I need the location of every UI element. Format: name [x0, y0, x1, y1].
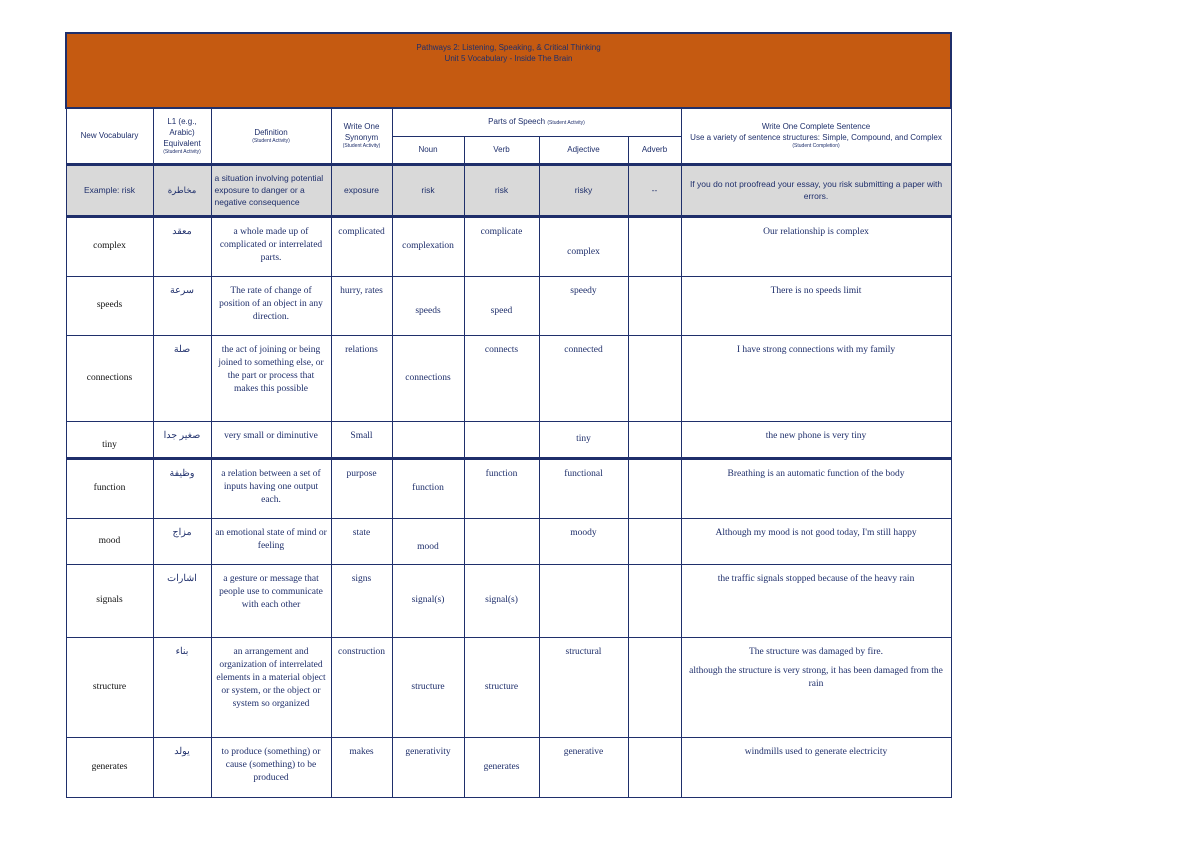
header-synonym [331, 108, 392, 164]
cell-verb: connects [464, 335, 539, 421]
cell-definition: a whole made up of complicated or interrelated parts. [211, 216, 331, 276]
header-l1 [153, 108, 211, 164]
cell-l1: بناء [153, 637, 211, 737]
table-row [66, 335, 951, 421]
header-adjective: Adjective [539, 136, 628, 164]
header-l1-note: (Student Activity) [163, 148, 201, 155]
cell-definition: The rate of change of position of an object in any direction. [211, 276, 331, 335]
cell-adverb [628, 737, 681, 797]
table-row [66, 518, 951, 564]
cell-synonym: relations [331, 335, 392, 421]
cell-adjective: speedy [539, 276, 628, 335]
cell-synonym: Small [331, 421, 392, 458]
cell-noun: mood [392, 518, 464, 564]
cell-vocab: function [66, 458, 153, 518]
cell-vocab: generates [66, 737, 153, 797]
table-row [66, 216, 951, 276]
cell-adverb [628, 216, 681, 276]
cell-vocab: speeds [66, 276, 153, 335]
example-adverb: -- [628, 164, 681, 216]
header-synonym-label: Write One Synonym [343, 122, 380, 143]
cell-sentence [681, 421, 951, 458]
table-row [66, 421, 951, 458]
cell-noun: connections [392, 335, 464, 421]
cell-l1: يولد [153, 737, 211, 797]
cell-adverb [628, 421, 681, 458]
sentence-text: windmills used to generate electricity [744, 746, 888, 757]
sentence-text: although the structure is very strong, it has been damaged from the rain [689, 665, 943, 689]
cell-verb: speed [464, 276, 539, 335]
example-l1: مخاطرة [153, 164, 211, 216]
table-row [66, 737, 951, 797]
cell-sentence [681, 737, 951, 797]
cell-sentence [681, 335, 951, 421]
example-synonym: exposure [331, 164, 392, 216]
cell-l1: صغير جدا [153, 421, 211, 458]
example-definition: a situation involving potential exposure to danger or a negative consequence [211, 164, 331, 216]
header-definition [211, 108, 331, 164]
example-sentence: If you do not proofread your essay, you risk submitting a paper with errors. [681, 164, 951, 216]
header-sentence-note: (Student Completion) [792, 143, 840, 150]
sentence-text: There is no speeds limit [770, 285, 862, 296]
course-title: Pathways 2: Listening, Speaking, & Critical Thinking [416, 43, 601, 52]
example-adjective: risky [539, 164, 628, 216]
cell-l1: وظيفة [153, 458, 211, 518]
cell-verb [464, 421, 539, 458]
cell-definition: very small or diminutive [211, 421, 331, 458]
cell-noun: structure [392, 637, 464, 737]
header-vocab: New Vocabulary [66, 108, 153, 164]
sentence-text: Breathing is an automatic function of the body [727, 468, 905, 479]
cell-adjective: structural [539, 637, 628, 737]
cell-adjective: moody [539, 518, 628, 564]
cell-noun: complexation [392, 216, 464, 276]
cell-adjective: functional [539, 458, 628, 518]
cell-l1: مزاج [153, 518, 211, 564]
header-definition-note: (Student Activity) [252, 137, 290, 144]
header-definition-label: Definition [254, 127, 288, 137]
cell-sentence [681, 458, 951, 518]
cell-synonym: signs [331, 564, 392, 637]
header-sentence-label: Write One Complete Sentence [761, 122, 871, 132]
sentence-text: Although my mood is not good today, I'm still happy [715, 527, 917, 538]
cell-verb: function [464, 458, 539, 518]
cell-noun: signal(s) [392, 564, 464, 637]
cell-verb: signal(s) [464, 564, 539, 637]
header-synonym-note: (Student Activity) [342, 143, 381, 150]
vocabulary-table [65, 32, 952, 798]
cell-adjective: generative [539, 737, 628, 797]
cell-vocab: mood [66, 518, 153, 564]
cell-definition: to produce (something) or cause (something) to be produced [211, 737, 331, 797]
sentence-text: Our relationship is complex [763, 226, 869, 237]
cell-synonym: complicated [331, 216, 392, 276]
cell-adjective [539, 564, 628, 637]
cell-sentence [681, 216, 951, 276]
sentence-text: The structure was damaged by fire. [749, 646, 884, 657]
header-adverb: Adverb [628, 136, 681, 164]
cell-synonym: hurry, rates [331, 276, 392, 335]
table-title [66, 33, 951, 108]
cell-sentence [681, 518, 951, 564]
sentence-text: the traffic signals stopped because of the heavy rain [717, 573, 915, 584]
cell-vocab: structure [66, 637, 153, 737]
cell-noun [392, 421, 464, 458]
unit-title: Unit 5 Vocabulary - Inside The Brain [444, 54, 573, 63]
cell-noun: function [392, 458, 464, 518]
cell-l1: سرعة [153, 276, 211, 335]
table-row [66, 637, 951, 737]
header-sentence-sub: Use a variety of sentence structures: Simple, Compound, and Complex [690, 133, 942, 143]
cell-noun: speeds [392, 276, 464, 335]
sentence-text: I have strong connections with my family [736, 344, 896, 355]
cell-adverb [628, 564, 681, 637]
cell-verb [464, 518, 539, 564]
cell-sentence [681, 276, 951, 335]
cell-adjective: tiny [539, 421, 628, 458]
cell-definition: an emotional state of mind or feeling [211, 518, 331, 564]
cell-definition: a gesture or message that people use to communicate with each other [211, 564, 331, 637]
cell-adjective: connected [539, 335, 628, 421]
table-row [66, 458, 951, 518]
cell-verb: complicate [464, 216, 539, 276]
cell-l1: اشارات [153, 564, 211, 637]
cell-vocab: complex [66, 216, 153, 276]
cell-adverb [628, 637, 681, 737]
header-sentence [681, 108, 951, 164]
cell-adjective: complex [539, 216, 628, 276]
table-row [66, 276, 951, 335]
sentence-text: the new phone is very tiny [765, 430, 867, 441]
cell-adverb [628, 335, 681, 421]
header-pos-note: (Student Activity) [547, 119, 585, 126]
cell-synonym: purpose [331, 458, 392, 518]
example-noun: risk [392, 164, 464, 216]
header-pos-label: Parts of Speech [488, 116, 546, 126]
cell-verb: generates [464, 737, 539, 797]
cell-noun: generativity [392, 737, 464, 797]
cell-adverb [628, 458, 681, 518]
cell-verb: structure [464, 637, 539, 737]
cell-adverb [628, 518, 681, 564]
table-row [66, 564, 951, 637]
cell-vocab: connections [66, 335, 153, 421]
header-noun: Noun [392, 136, 464, 164]
cell-sentence [681, 637, 951, 737]
cell-vocab: tiny [66, 421, 153, 458]
cell-l1: معقد [153, 216, 211, 276]
cell-vocab: signals [66, 564, 153, 637]
cell-synonym: construction [331, 637, 392, 737]
cell-l1: صلة [153, 335, 211, 421]
header-verb: Verb [464, 136, 539, 164]
example-vocab: Example: risk [66, 164, 153, 216]
cell-synonym: makes [331, 737, 392, 797]
example-row [66, 164, 951, 216]
cell-sentence [681, 564, 951, 637]
cell-synonym: state [331, 518, 392, 564]
header-parts-of-speech [392, 108, 681, 136]
cell-definition: an arrangement and organization of interrelated elements in a material object or system, or the object or system so organized [211, 637, 331, 737]
cell-definition: the act of joining or being joined to something else, or the part or process that makes this possible [211, 335, 331, 421]
header-l1-label: L1 (e.g., Arabic) Equivalent [163, 116, 201, 148]
cell-definition: a relation between a set of inputs having one output each. [211, 458, 331, 518]
cell-adverb [628, 276, 681, 335]
example-verb: risk [464, 164, 539, 216]
